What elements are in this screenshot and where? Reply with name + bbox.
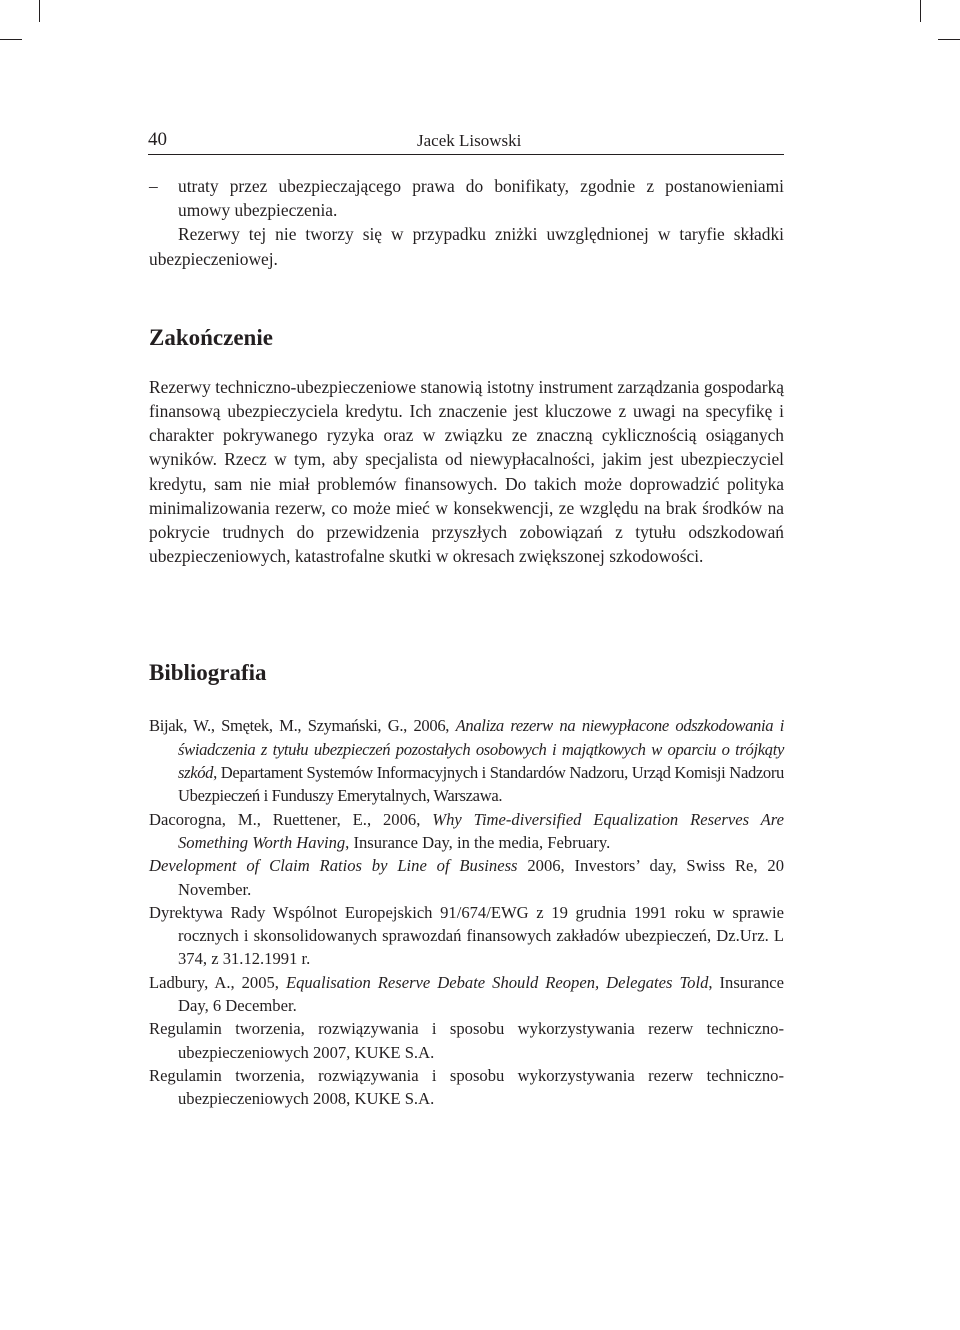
dash-list-item <box>149 174 784 222</box>
section-heading-bibliography: Bibliografia <box>149 660 267 686</box>
ref-details: 2006, Investors’ day, Swiss Re, 20 November. <box>178 856 784 899</box>
page-body <box>149 174 784 1110</box>
bibliography-entry <box>149 971 784 1018</box>
crop-mark-top-left <box>39 0 40 22</box>
bibliography-entry: Regulamin tworzenia, rozwiązywania i sposobu wykorzystywania rezerw techniczno-ubezpieczeniowych 2007, KUKE S.A. <box>149 1019 784 1062</box>
intro-paragraph: Rezerwy tej nie tworzy się w przypadku zniżki uwzględnionej w taryfie składki ubezpieczeniowej. <box>149 224 784 269</box>
bibliography-entry <box>149 854 784 901</box>
crop-mark-top-right <box>920 0 921 22</box>
header-rule <box>148 154 784 155</box>
ref-title: Equalisation Reserve Debate Should Reopen, Delegates Told <box>285 972 709 992</box>
page-number: 40 <box>148 129 167 150</box>
ref-title: Why Time-diversified Equalization Reserves Are Something Worth Having <box>178 809 784 852</box>
crop-mark-top-left-horizontal <box>0 39 22 40</box>
running-head-author: Jacek Lisowski <box>417 131 522 150</box>
bibliography-entry <box>149 714 784 807</box>
ref-details: , Insurance Day, 6 December. <box>178 972 785 1015</box>
bibliography-entry <box>149 808 784 855</box>
ref-title: Development of Claim Ratios by Line of Business <box>149 856 518 876</box>
ref-details: , Departament Systemów Informacyjnych i Standardów Nadzoru, Urząd Komisji Nadzoru Ubezpieczeń i Funduszy Emerytalnych, Warszawa. <box>178 763 784 806</box>
bibliography-list <box>149 714 784 1110</box>
ref-authors: Dacorogna, M., Ruettener, E., 2006, <box>149 809 433 829</box>
conclusion-paragraph: Rezerwy techniczno-ubezpieczeniowe stanowią istotny instrument zarządzania gospodarką finansową ubezpieczyciela kredytu. Ich znaczenie jest kluczowe z uwagi na specyfikę i charakter pokrywanego ryzyka oraz w związku ze znaczną cyklicznością osiąganych wyników. Rzecz w tym, aby specjalista od niewypłacalności, jakim jest ubezpieczyciel kredytu, sam nie miał problemów finansowych. Do takich może doprowadzić polityka minimalizowania rezerw, co może mieć w konsekwencji, ze względu na brak środków na pokrycie trudnych do przewidzenia przyszłych zobowiązań z tytułu odszkodowań ubezpieczeniowych, katastrofalne skutki w okresach zwiększonej szkodowości. <box>149 376 784 567</box>
dash-item-text: utraty przez ubezpieczającego prawa do bonifikaty, zgodnie z postanowieniami umowy ubezpieczenia. <box>178 176 784 221</box>
ref-details: , Insurance Day, in the media, February. <box>345 832 611 852</box>
crop-mark-top-right-horizontal <box>938 39 960 40</box>
bibliography-entry: Dyrektywa Rady Wspólnot Europejskich 91/674/EWG z 19 grudnia 1991 roku w sprawie rocznych i skonsolidowanych sprawozdań finansowych zakładów ubezpieczeń, Dz.Urz. L 374, z 31.12.1991 r. <box>149 902 784 969</box>
bibliography-entry: Regulamin tworzenia, rozwiązywania i sposobu wykorzystywania rezerw techniczno-ubezpieczeniowych 2008, KUKE S.A. <box>149 1065 784 1109</box>
ref-authors: Bijak, W., Smętek, M., Szymański, G., 2006, <box>149 716 456 736</box>
ref-authors: Ladbury, A., 2005, <box>149 972 286 992</box>
ref-title: Analiza rezerw na niewypłacone odszkodowania i świadczenia z tytułu ubezpieczeń pozostałych osobowych i majątkowych w oparciu o trójkąty szkód <box>178 716 784 783</box>
dash-bullet: – <box>149 176 158 196</box>
section-heading-conclusion: Zakończenie <box>149 324 273 350</box>
